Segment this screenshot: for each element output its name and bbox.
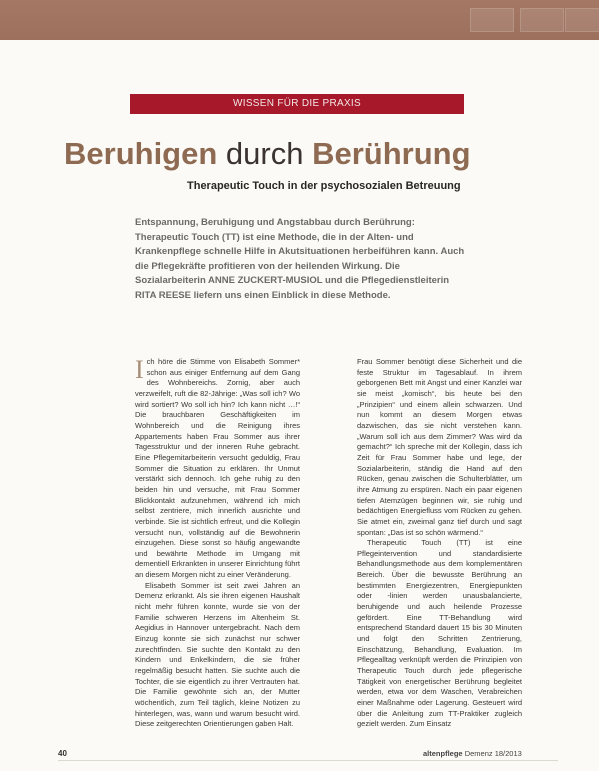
page-number: 40	[58, 749, 67, 758]
title-part-1: Beruhigen	[64, 136, 218, 171]
title-part-2: durch	[225, 136, 304, 171]
paragraph-text: ch höre die Stimme von Elisabeth Sommer* schon aus einiger Entfernung auf dem Gang des Wohnbereichs. Zornig, aber auch verzweifelt, ruft die 82-Jährige: „Was soll ich? Wo wird sortiert? Wo soll ich hin? Ich kann nicht …!“ Die brauchbaren Geschäftigkeiten im Wohnbereich und die Reinigung ihres Appartements haben Frau Sommer aus ihrer Tagesstruktur und der inneren Ruhe gebracht. Eine Pflegemitarbeiterin versucht geduldig, Frau Sommer die Situation zu erklären. Ihr Unmut verstärkt sich dennoch. Ich gehe ruhig zu den beiden hin und versuche, mit Frau Sommer Blickkontakt aufzunehmen, während ich mich selbst zentriere, mich innerlich ausrichte und verbinde. Sie ist sichtlich erfreut, und die Kollegin versucht nun, vollständig auf die Bewohnerin einzugehen. Diese sonst so häufig angewandte und bewährte Methode im Umgang mit dementiell Erkrankten in unserer Einrichtung führt an diesem Morgen nicht zu einer Veränderung.	[135, 357, 300, 580]
paragraph	[135, 357, 300, 581]
article-subtitle: Therapeutic Touch in der psychosozialen Betreuung	[187, 180, 461, 192]
header-stripe	[565, 8, 599, 32]
drop-cap: I	[135, 355, 144, 384]
lead-paragraph: Entspannung, Beruhigung und Angstabbau durch Berührung: Therapeutic Touch (TT) ist eine Methode, die in der Alten- und Krankenpflege schnelle Hilfe in Akutsituationen herbeiführen kann. Auch die Pflegekräfte profitieren von der heilenden Wirkung. Die Sozialarbeiterin ANNE ZUCKERT-MUSIOL und die Pflegedienstleiterin RITA REESE liefern uns einen Einblick in diese Methode.	[135, 217, 465, 301]
journal-name: altenpflege	[423, 749, 463, 758]
section-label: WISSEN FÜR DIE PRAXIS	[130, 94, 464, 114]
text-column-left	[135, 357, 300, 730]
article-title	[64, 134, 544, 174]
title-part-3: Berührung	[312, 136, 471, 171]
text-column-right	[357, 357, 522, 730]
journal-footer	[423, 749, 522, 758]
journal-issue: Demenz 18/2013	[464, 749, 522, 758]
header-stripe	[470, 8, 514, 32]
footer-rule	[58, 760, 558, 761]
header-band	[0, 0, 599, 40]
paragraph: Frau Sommer benötigt diese Sicherheit und die feste Struktur im Tagesablauf. In ihrem geborgenen Bett mit Angst und einer Kanzlei war sie meist „komisch“, bis heute bei den „Prinzipien“ und einem allein schwarzen. Und nun kommt an diesem Morgen etwas dazwischen, das sie nicht verstehen kann. „Warum soll ich aus dem Zimmer? Was wird da gemacht?“ Ich spreche mit der Kollegin, dass ich Zeit für Frau Sommer habe und lege, der Sozialarbeiterin, ständig die Hand auf den Rücken, genau zwischen die Schulterblätter, um ihre Atmung zu erspüren. Nach ein paar eigenen tiefen Atemzügen beginnen wir, sie ruhig und bedächtigen Energiefluss vom Rücken zu gehen. Sie atmet ein, zweimal ganz tief durch und sagt spontan: „Das ist so schön wärmend.“	[357, 357, 522, 537]
paragraph: Elisabeth Sommer ist seit zwei Jahren an Demenz erkrankt. Als sie ihren eigenen Haushalt nicht mehr führen konnte, wurde sie von der Familie schweren Herzens im Altenheim St. Aegidius in Hannover untergebracht. Nach dem Einzug konnte sie sich zunächst nur schwer zurechtfinden. Sie suchte den Kontakt zu den Kindern und Enkelkindern, die sie früher regelmäßig besucht hatten. Sie suchte auch die Tochter, die sie eigentlich zu ihrer Vertrauten hat. Die Familie gewöhnte sich an, der Mutter wöchentlich, zum Teil täglich, kleine Notizen zu hinterlegen, was, wann und warum besucht wird. Diese zeitgerechten Orientierungen gaben Halt.	[135, 580, 300, 729]
paragraph: Therapeutic Touch (TT) ist eine Pflegeintervention und standardisierte Behandlungsmethode aus dem komplementären Bereich. Über die bewusste Berührung an bestimmten Energiezentren, Energiepunkten oder -linien werden unausbalancierte, beruhigende und auch heilende Prozesse gefördert. Eine TT-Behandlung wird entsprechend Standard dauert 15 bis 30 Minuten und folgt den Schritten Zentrierung, Einschätzung, Behandlung, Evaluation. Im Pflegealltag verknüpft werden die Prinzipien von Therapeutic Touch durch jede pflegerische Tätigkeit von energetischer Berührung begleitet werden, etwa vor dem Waschen, Verabreichen einer Maßnahme oder Lagerung. Gesteuert wird über die Anleitung zum TT-Praktiker zugleich gezielt werden. Zum Einsatz	[357, 538, 522, 729]
header-stripe	[520, 8, 564, 32]
